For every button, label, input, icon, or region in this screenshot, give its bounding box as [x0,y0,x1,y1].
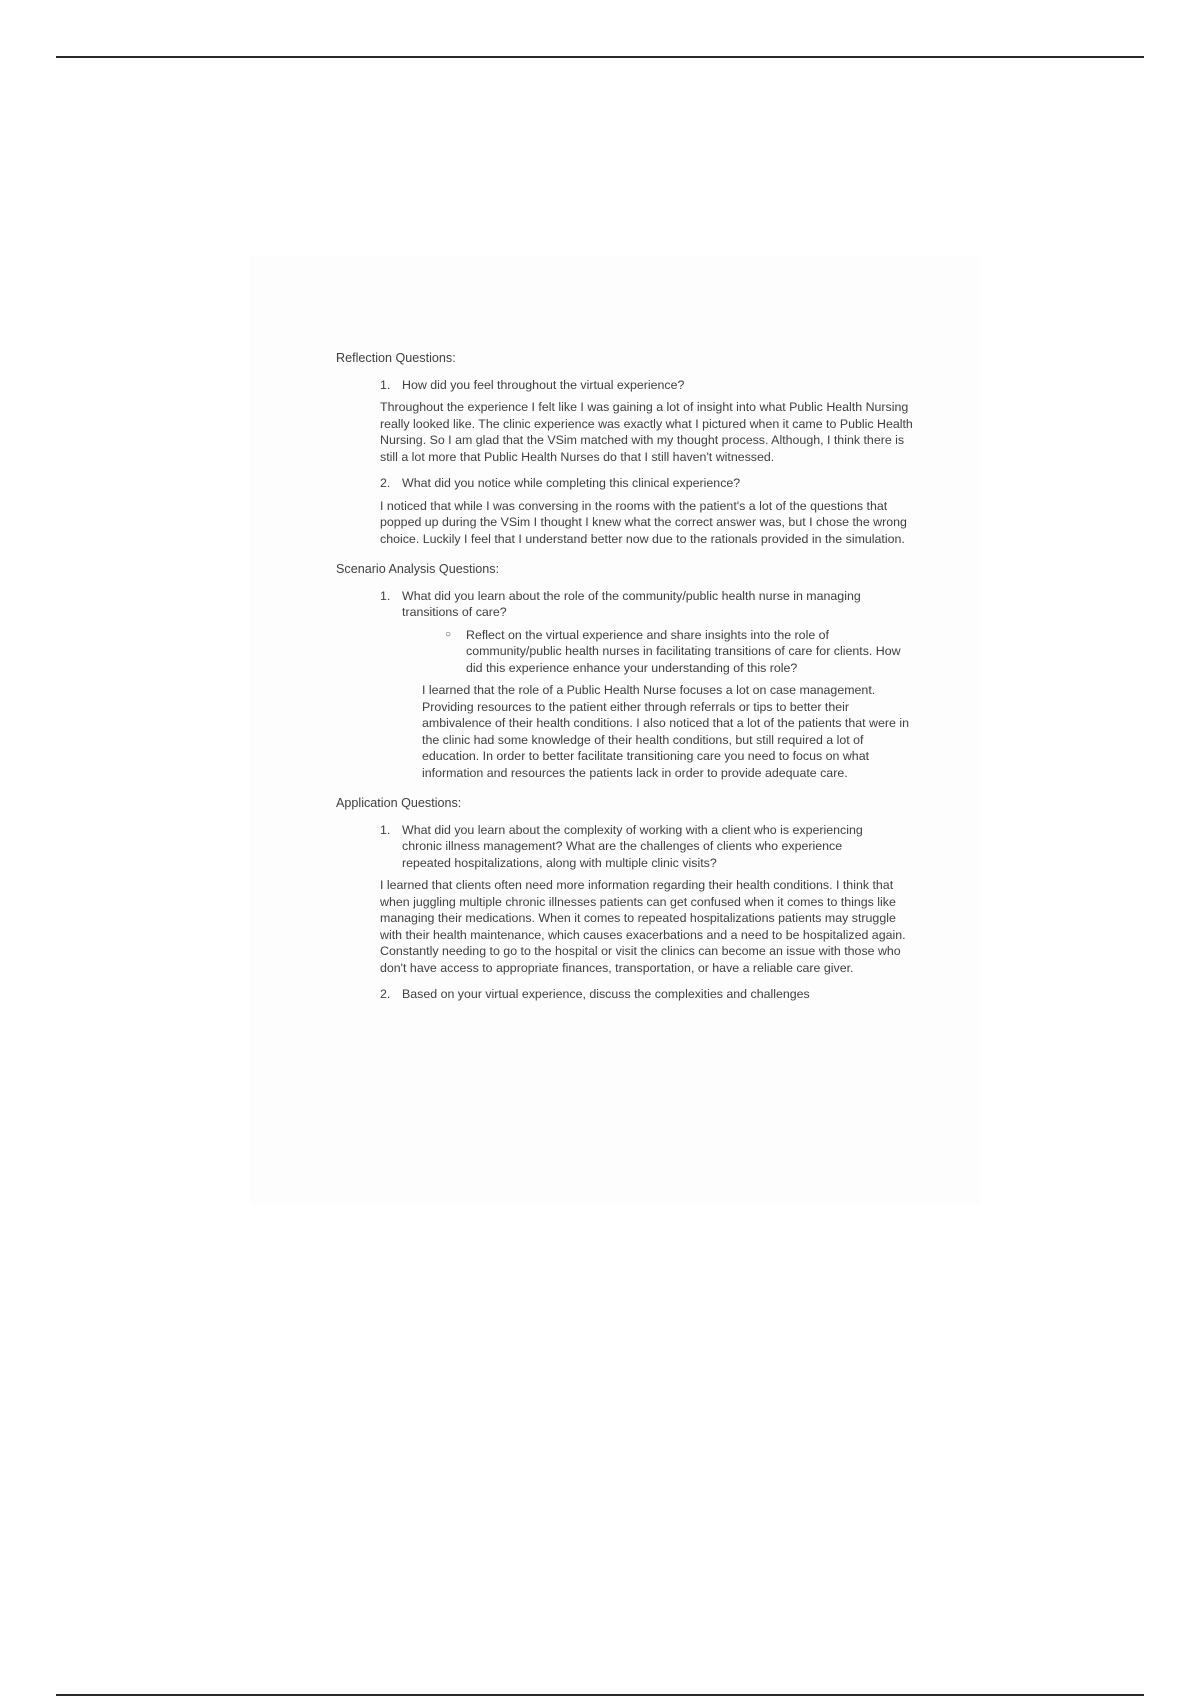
question-text: How did you feel throughout the virtual experience? [402,377,685,392]
question-number: 2. [380,476,391,490]
sub-question-text: Reflect on the virtual experience and share insights into the role of community/public health nurses in facilitating transitions of care for clients. How did this experience enhance your understanding of this role? [466,627,901,675]
question-number: 1. [380,822,391,837]
question-number: 2. [380,987,391,1001]
application-question-2 [380,986,916,1003]
reflection-question-1 [380,377,916,394]
top-rule [56,56,1144,58]
application-answer-1: I learned that clients often need more information regarding their health conditions. I think that when juggling multiple chronic illnesses patients can get confused when it comes to things like managing their medications. When it comes to repeated hospitalizations patients may struggle with their health maintenance, which causes exacerbations and a need to be hospitalized again. Constantly needing to go to the hospital or visit the clinics can become an issue with those who don't have access to appropriate finances, transportation, or have a reliable care giver. [380,878,906,975]
question-text: What did you learn about the complexity of working with a client who is experiencing chronic illness management? What are the challenges of clients who experience repeated hospitalizations, along with multiple clinic visits? [402,822,863,870]
question-text: What did you learn about the role of the community/public health nurse in managing transitions of care? [402,588,861,619]
circle-bullet-icon: ○ [445,628,452,640]
question-text: Based on your virtual experience, discuss the complexities and challenges [402,987,810,1001]
scenario-answer-1: I learned that the role of a Public Health Nurse focuses a lot on case management. Providing resources to the patient either through referrals or tips to better their ambivalence of their health conditions. I also noticed that a lot of the patients that were in the clinic had some knowledge of their health conditions, but still required a lot of education. In order to better facilitate transitioning care you need to focus on what information and resources the patients lack in order to provide adequate care. [422,683,909,780]
bottom-rule [56,1694,1144,1696]
scenario-heading: Scenario Analysis Questions: [336,562,500,576]
reflection-answer-1: Throughout the experience I felt like I was gaining a lot of insight into what Public Health Nursing really looked like. The clinic experience was exactly what I pictured when it came to Public Health Nursing. So I am glad that the VSim matched with my thought process. Although, I think there is still a lot more that Public Health Nurses do that I still haven't witnessed. [380,400,913,464]
question-number: 1. [380,377,391,392]
application-heading: Application Questions: [336,796,462,810]
application-question-1 [380,822,876,872]
question-text: What did you notice while completing this clinical experience? [402,476,741,490]
reflection-answer-2: I noticed that while I was conversing in the rooms with the patient's a lot of the questions that popped up during the VSim I thought I knew what the correct answer was, but I chose the wrong choice. Luckily I feel that I understand better now due to the rationals provided in the simulation. [380,498,907,546]
document-body [336,350,916,1009]
scenario-question-1 [380,588,876,621]
reflection-question-2 [380,475,916,492]
scenario-sub-question [445,627,916,677]
reflection-heading: Reflection Questions: [336,351,456,365]
question-number: 1. [380,588,391,603]
